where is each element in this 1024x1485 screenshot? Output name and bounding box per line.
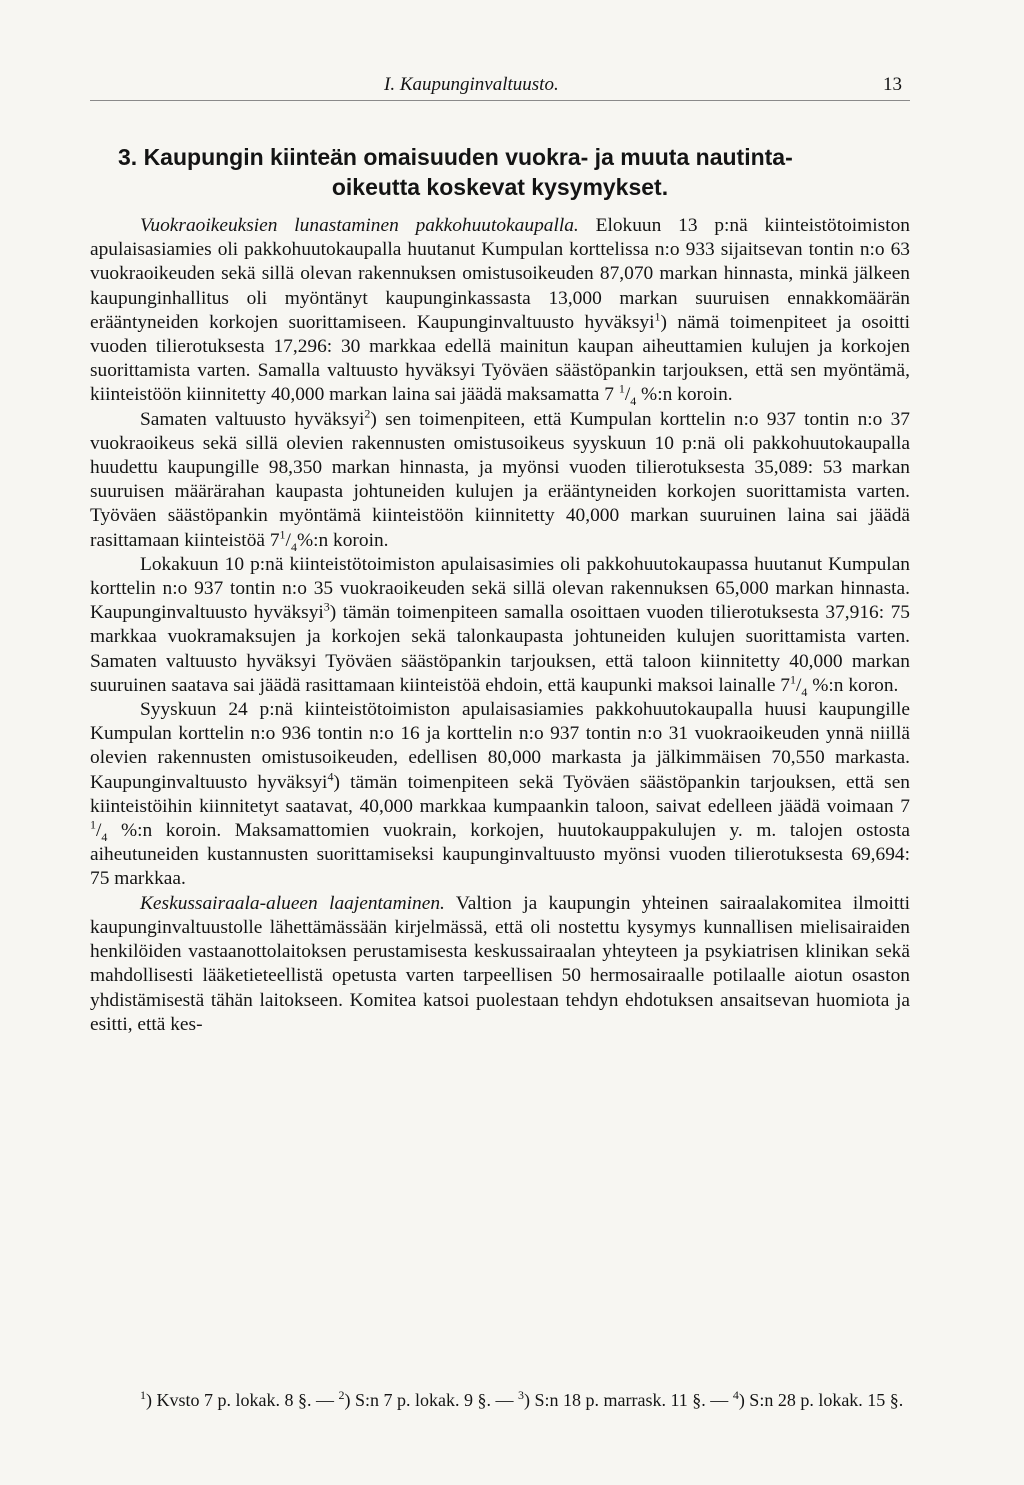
footnote-text: ) S:n 18 p. marrask. 11 §. — (524, 1390, 733, 1410)
fraction-separator: / (285, 529, 291, 551)
fraction-denominator: 4 (101, 829, 108, 844)
fraction-numerator: 1 (618, 381, 625, 396)
paragraph-text: ) sen toimenpiteen, että Kumpulan korttelin n:o 937 tontin n:o 37 vuokraoikeus sekä sillä olevien rakennusten omistusoikeus syyskuun 10 p:nä oli pakkohuutokaupalla huudettu kaupungille 98,350 markan hinnasta, ja myönsi vuoden tilierotuksesta 35,089: 53 markan suuruisen määrärahan kaupasta johtuneiden kulujen ja erääntyneiden korkojen suorittamista varten. Työväen säästöpankin myöntämä kiinteistöön kiinnitetty 40,000 markan suuruinen laina sai jäädä rasittamaan kiinteistöä 7 (90, 408, 910, 551)
footnote-mark: 3 (518, 1388, 524, 1402)
page-number: 13 (883, 74, 902, 95)
footnote-block (90, 1388, 910, 1412)
paragraph-3 (90, 553, 910, 698)
fraction-denominator: 4 (801, 684, 808, 699)
document-page (90, 0, 910, 1485)
paragraph-text: Valtion ja kaupungin yhteinen sairaalakomitea ilmoitti kaupunginvaltuustolle lähettämässään kirjelmässä, että oli nostettu kysymys kunnallisen mielisairaiden henkilöiden vastaanottolaitoksen perustamisesta keskussairaalan yhteyteen ja psykiatrisen klinikan sekä mahdollisesti lääketieteellistä opetusta varten tarpeellisen 50 hermosairaalle potilaalle aiotun osaston yhdistämisestä tähän laitokseen. Komitea katsoi puolestaan tehdyn ehdotuksen ansaitsevan huomiota ja esitti, että kes- (90, 892, 910, 1035)
paragraph-text: %:n koroin. Maksamattomien vuokrain, korkojen, huutokauppakulujen y. m. talojen ostosta aiheutuneiden kustannusten suorittamiseksi kaupunginvaltuusto myönsi vuoden tilierotuksesta 69,694: 75 markkaa. (90, 820, 910, 890)
paragraph-1 (90, 214, 910, 408)
footnote-mark: 4 (732, 1388, 739, 1402)
fraction-separator: / (624, 384, 631, 406)
footnotes (90, 1388, 910, 1412)
footnote-ref: 2 (364, 406, 371, 421)
paragraph-text: ) nämä toimenpiteet ja osoitti vuoden tilierotuksesta 17,296: 30 markkaa edellä mainitun kaupan aiheuttamien kulujen ja korkojen suorittamista varten. Samalla valtuusto hyväksyi Työväen säästöpankin tarjouksen, että sen myöntämä, kiinteistöön kiinnitetty 40,000 markan laina sai jäädä maksamatta 7 (90, 311, 910, 406)
paragraph-text: %:n koroin. (296, 529, 389, 551)
paragraph-2 (90, 408, 910, 553)
footnote-ref: 3 (323, 599, 330, 614)
paragraph-5 (90, 892, 910, 1037)
paragraph-text: Elokuun 13 p:nä kiinteistötoimiston apulaisasiamies oli pakkohuutokaupalla huutanut Kumpulan korttelissa n:o 933 sijaitsevan tontin n:o 63 vuokraoikeuden sekä sillä olevan rakennuksen omistusoikeuden 87,070 markan hinnasta, minkä jälkeen kaupunginhallitus oli myöntänyt kaupunginkassasta 13,000 markan suuruisen ennakkomäärän erääntyneiden korkojen suorittamiseen. Kaupunginvaltuusto hyväksyi (90, 215, 910, 333)
header-title: I. Kaupunginvaltuusto. (384, 74, 559, 95)
paragraph-text: %:n koroin. (636, 384, 733, 406)
footnote-mark: 1 (140, 1388, 146, 1402)
footnote-ref: 4 (327, 769, 334, 784)
fraction-numerator: 1 (279, 527, 286, 542)
paragraph-text: %:n koron. (807, 674, 899, 696)
footnote-mark: 2 (338, 1388, 345, 1402)
paragraph-text: Samaten valtuusto hyväksyi (140, 408, 365, 430)
section-title-line-2: oikeutta koskevat kysymykset. (331, 174, 669, 200)
footnote-text: ) S:n 28 p. lokak. 15 §. (738, 1390, 904, 1410)
fraction-denominator: 4 (630, 394, 637, 409)
fraction-numerator: 1 (90, 817, 96, 832)
fraction-denominator: 4 (290, 539, 297, 554)
paragraph-text: Syyskuun 24 p:nä kiinteistötoimiston apulaisasiamies pakkohuutokaupalla huusi kaupungille Kumpulan korttelin n:o 936 tontin n:o 16 ja korttelin n:o 937 tontin n:o 31 vuokraoikeuden ynnä niillä olevien rakennusten omistusoikeuden, edellisen 80,000 markasta ja jälkimmäisen 70,550 markasta. Kaupunginvaltuusto hyväksyi (90, 699, 910, 793)
section-title-line-1: 3. Kaupungin kiinteän omaisuuden vuokra- ja muuta nautinta- (118, 144, 793, 170)
paragraph-text: ) tämän toimenpiteen sekä Työväen säästöpankin tarjouksen, että sen kiinteistöihin kiinnitetyt saatavat, 40,000 markkaa kumpaankin taloon, saivat edelleen jäädä voimaan 7 (90, 771, 910, 817)
paragraph-heading: Vuokraoikeuksien lunastaminen pakkohuutokaupalla. (140, 215, 579, 236)
section-title (90, 142, 910, 202)
paragraph-4 (90, 698, 910, 892)
paragraph-text: Lokakuun 10 p:nä kiinteistötoimiston apulaisasimies oli pakkohuutokaupassa huutanut Kumpulan korttelin n:o 937 tontin n:o 35 vuokraoikeuden sekä sillä olevan rakennuksen 65,000 markan hinnasta. Kaupunginvaltuusto hyväksyi (90, 553, 910, 624)
body-text (90, 214, 910, 1037)
footnote-ref: 1 (654, 309, 661, 324)
fraction-separator: / (796, 674, 802, 696)
footnote-text: ) S:n 7 p. lokak. 9 §. — (344, 1390, 518, 1410)
paragraph-text: ) tämän toimenpiteen samalla osoittaen vuoden tilierotuksesta 37,916: 75 markkaa vuokramaksujen ja korkojen sekä talonkaupasta johtuneiden kulujen suorittamista varten. Samaten valtuusto hyväksyi Työväen säästöpankin tarjouksen, että taloon kiinnitetty 40,000 markan suuruinen saatava sai jäädä rasittamaan kiinteistöä ehdoin, että kaupunki maksoi lainalle 7 (90, 602, 910, 696)
running-header (90, 74, 910, 101)
fraction-numerator: 1 (790, 672, 796, 687)
fraction-separator: / (96, 820, 102, 842)
paragraph-heading: Keskussairaala-alueen laajentaminen. (140, 892, 445, 914)
footnote-text: ) Kvsto 7 p. lokak. 8 §. — (146, 1390, 339, 1410)
